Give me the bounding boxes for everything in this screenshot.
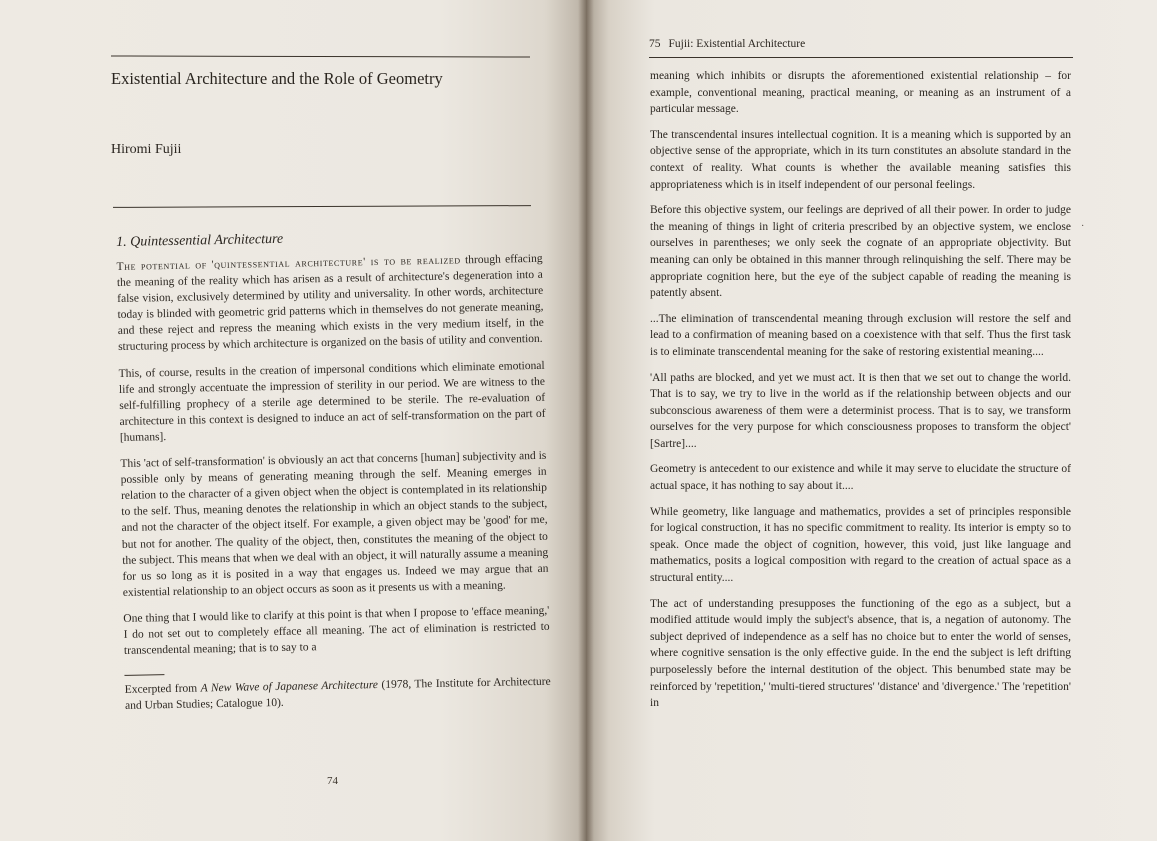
footnote	[125, 674, 552, 714]
paragraph: meaning which inhibits or disrupts the aforementioned existential relationship – for example, conventional meaning, practical meaning, or meaning as an instrument of a particular message.	[650, 70, 1071, 116]
section-heading: 1. Quintessential Architecture	[116, 231, 284, 250]
paragraph: The act of understanding presupposes the functioning of the ego as a subject, but a modified attitude would imply the subject's absence, that is, a negation of autonomy. The subject deprived of independence as a self has no choice but to enter the world of senses, where cognitive sensation is the only effective guide. In the end the subject is left drifting purposelessly before the internal destitution of the object. This benumbed state may be reinforced by 'repetition,' 'multi-tiered structures' 'distance' and 'divergence.' The 'repetition' in	[650, 597, 1071, 710]
paragraph: This 'act of self-transformation' is obviously an act that concerns [human] subjectivity and is possible only by means of generating meaning through the self. Meaning emerges in relation to the character of a given object when the object is contemplated in its relationship to the self. Thus, meaning denotes the relationship in which an object stands to the subject, and not the character of the object itself. For example, a given object may be 'good' for me, but not for another. The quality of the object, then, constitutes the meaning of the object to the subject. This means that when we deal with an object, it will naturally assume a meaning for us so long as it is posited in a way that engages us. Indeed we may argue that an existential relationship to an object occurs as soon as it presents us with a meaning.	[120, 449, 549, 599]
paragraph: This, of course, results in the creation of impersonal conditions which eliminate emotional life and strongly accentuate the impression of sterility in our period. We are witness to the self-fulfilling prophecy of a sterile age determined to be sterile. The re-evaluation of architecture in this context is designed to induce an act of self-transformation on the part of [humans].	[118, 359, 546, 444]
left-text-column	[116, 227, 551, 724]
article-title: Existential Architecture and the Role of Geometry	[111, 69, 443, 88]
paragraph: One thing that I would like to clarify at this point is that when I propose to 'efface meaning,' I do not set out to completely efface all meaning. The act of elimination is restricted to transcendental meaning; that is to say to a	[123, 604, 550, 657]
paragraph: 'All paths are blocked, and yet we must act. It is then that we set out to change the world. That is to say, we try to live in the world as if the relationship between objects and our subconscious awareness of them were a determinist process. That is to say, we transform ourselves for the very purpose for which consciousness proposes to transform the object' [Sartre]....	[650, 371, 1071, 450]
paragraph: The transcendental insures intellectual cognition. It is a meaning which is supported by an objective sense of the appropriate, which in its turn constitutes an absolute standard in the context of reality. What counts is whether the available meaning satisfies this appropriateness which is in itself independent of our personal feelings.	[650, 128, 1071, 191]
paragraph: While geometry, like language and mathematics, provides a set of principles responsible for logical construction, it has no specific commitment to reality. Its interior is empty so to speak. Once made the object of cognition, however, this void, just like language and mathematics, posits a logical composition with regard to the creation of actual space as a structural entity....	[650, 505, 1071, 585]
paragraph: Geometry is antecedent to our existence and while it may serve to elucidate the structure of actual space, it has nothing to say about it....	[650, 463, 1071, 493]
author-name: Hiromi Fujii	[111, 142, 182, 157]
footnote-rule	[124, 674, 164, 676]
running-head-title: Fujii: Existential Architecture	[668, 38, 806, 50]
paragraph: ...The elimination of transcendental meaning through exclusion will restore the self and lead to a confirmation of meaning based on a coexistence with that self. Thus the first task is to eliminate transcendental meaning for the sake of restoring existential meaning....	[650, 312, 1071, 358]
page-number-left: 74	[327, 775, 338, 787]
running-head	[649, 38, 805, 50]
title-top-rule	[111, 55, 530, 57]
paragraph	[116, 251, 544, 356]
paragraph-text: through effacing the meaning of the reality which has arisen as a result of architecture's degeneration into a false vision, exclusively determined by utility and universality. In other words, architecture today is blinded with geometric grid patterns which in themselves do not generate meaning, and these reject and repress the meaning which exists in the very medium itself, in the structuring process by which architecture is organized on the basis of utility and convention.	[116, 252, 544, 354]
stray-mark: ·	[1081, 221, 1085, 232]
running-head-page-number: 75	[649, 38, 661, 50]
paragraph: Before this objective system, our feelings are deprived of all their power. In order to judge the meaning of things in light of criteria prescribed by an objective system, we enclose ourselves in parentheses; we only seek the cognate of an appropriate objectivity. But meaning can only be obtained in this manner through relinquishing the self. There may be appropriate cognition here, but the eye of the subject capable of reading the meaning is patently absent.	[650, 204, 1071, 300]
author-bottom-rule	[113, 205, 531, 208]
right-text-column	[650, 68, 1071, 721]
book-gutter	[578, 0, 594, 841]
right-page	[586, 0, 1157, 841]
footnote-prefix: Excerpted from	[124, 682, 201, 697]
running-head-rule	[649, 57, 1073, 58]
footnote-source-title: A New Wave of Japanese Architecture	[200, 679, 379, 695]
footnote-suffix: (1978, The Institute for Architecture and Urban Studies; Catalogue 10).	[124, 675, 551, 713]
paragraph-lead-smallcaps: The potential of 'quintessential architecture' is to be realized	[116, 254, 461, 273]
